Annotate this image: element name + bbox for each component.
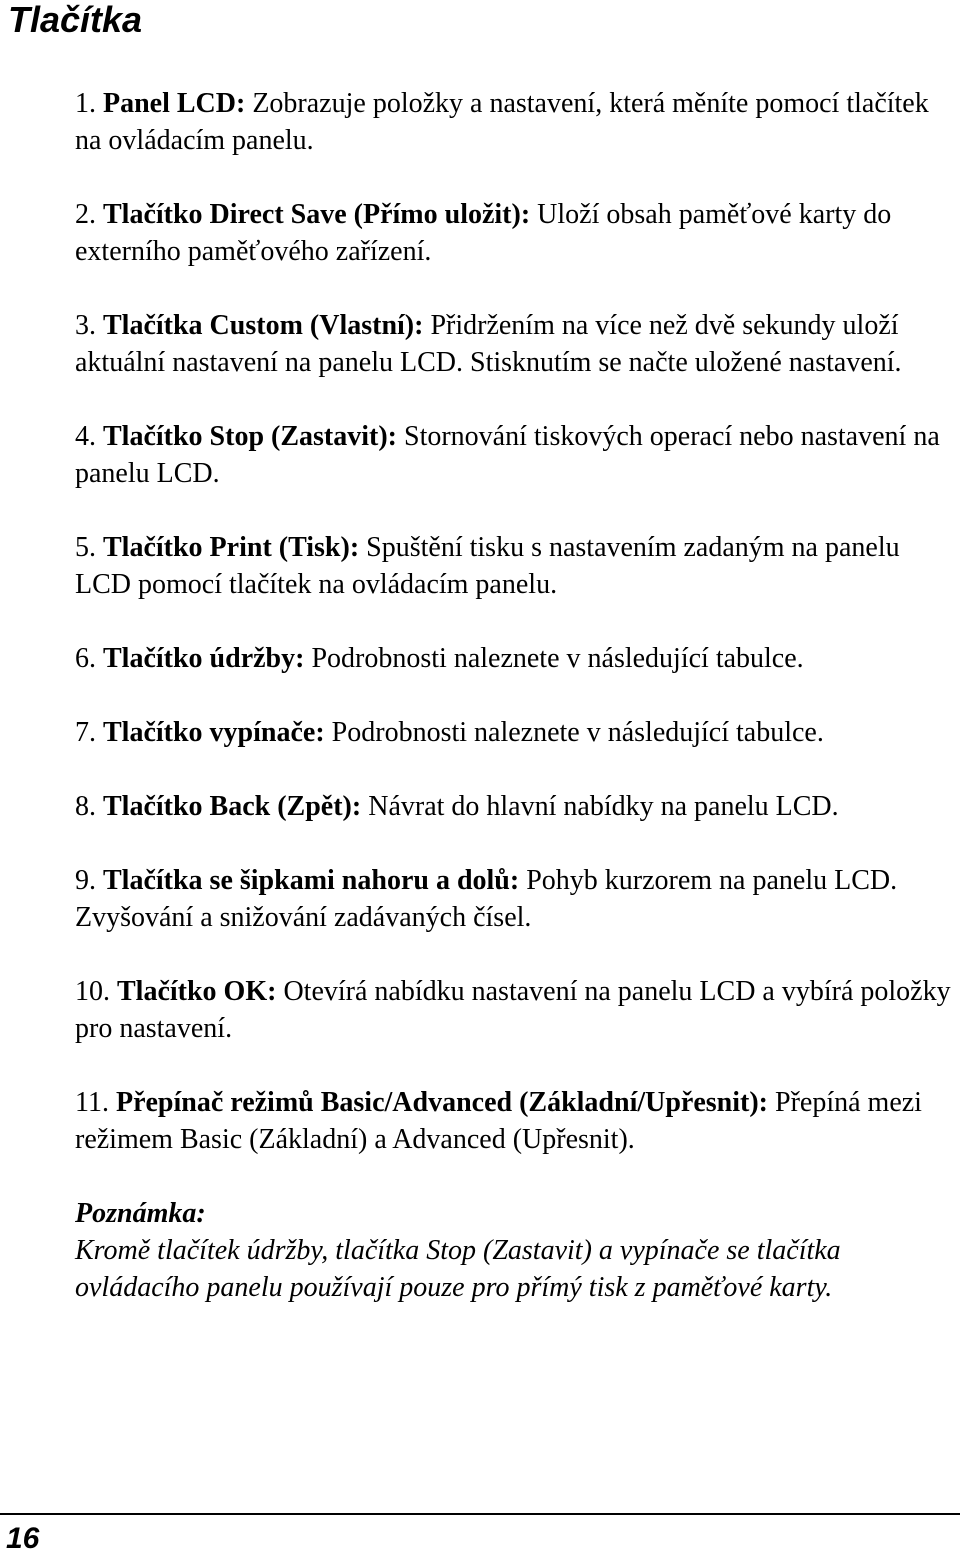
item-description: Přepíná mezi režimem Basic (Základní) a Advanced (Upřesnit). <box>75 1087 922 1155</box>
item-term: Tlačítko OK: <box>117 976 277 1007</box>
item-description: Přidržením na více než dvě sekundy uloží aktuální nastavení na panelu LCD. Stisknutím se načte uložené nastavení. <box>75 310 902 378</box>
item-term: Tlačítko vypínače: <box>103 717 325 748</box>
item-term: Přepínač režimů Basic/Advanced (Základní/Upřesnit): <box>115 1087 769 1118</box>
item-description: Spuštění tisku s nastavením zadaným na panelu LCD pomocí tlačítek na ovládacím panelu. <box>75 532 900 600</box>
list-item <box>75 973 955 1047</box>
list-item <box>75 788 955 825</box>
item-number: 1. <box>75 88 96 119</box>
item-number: 5. <box>75 532 96 563</box>
item-number: 2. <box>75 199 96 230</box>
item-number: 10. <box>75 976 110 1007</box>
item-term: Tlačítka Custom (Vlastní): <box>103 310 424 341</box>
item-description: Zobrazuje položky a nastavení, která měníte pomocí tlačítek na ovládacím panelu. <box>75 88 929 156</box>
item-description: Pohyb kurzorem na panelu LCD. Zvyšování a snižování zadávaných čísel. <box>75 865 898 933</box>
list-item <box>75 196 955 270</box>
item-description: Otevírá nabídku nastavení na panelu LCD a vybírá položky pro nastavení. <box>75 976 951 1044</box>
item-term: Tlačítko Direct Save (Přímo uložit): <box>103 199 531 230</box>
item-term: Tlačítka se šipkami nahoru a dolů: <box>103 865 520 896</box>
item-description: Podrobnosti naleznete v následující tabulce. <box>311 643 804 674</box>
list-item <box>75 307 955 381</box>
list-item <box>75 85 955 159</box>
note-block <box>75 1195 955 1306</box>
footer-divider <box>0 1513 960 1515</box>
list-item <box>75 640 955 677</box>
item-description: Stornování tiskových operací nebo nastavení na panelu LCD. <box>75 421 940 489</box>
item-number: 4. <box>75 421 96 452</box>
item-term: Panel LCD: <box>103 88 246 119</box>
document-body <box>75 85 955 1306</box>
item-description: Podrobnosti naleznete v následující tabulce. <box>331 717 824 748</box>
item-description: Návrat do hlavní nabídky na panelu LCD. <box>368 791 839 822</box>
item-description: Uloží obsah paměťové karty do externího paměťového zařízení. <box>75 199 892 267</box>
list-item <box>75 862 955 936</box>
item-term: Tlačítko Back (Zpět): <box>103 791 362 822</box>
item-term: Tlačítko údržby: <box>103 643 305 674</box>
item-term: Tlačítko Stop (Zastavit): <box>103 421 397 452</box>
note-title: Poznámka: <box>75 1198 206 1229</box>
page-number: 16 <box>6 1522 40 1555</box>
item-number: 8. <box>75 791 96 822</box>
item-term: Tlačítko Print (Tisk): <box>103 532 360 563</box>
list-item <box>75 1084 955 1158</box>
item-number: 11. <box>75 1087 109 1118</box>
list-item <box>75 418 955 492</box>
note-body: Kromě tlačítek údržby, tlačítka Stop (Zastavit) a vypínače se tlačítka ovládacího panelu používají pouze pro přímý tisk z paměťové karty. <box>75 1235 841 1303</box>
list-item <box>75 529 955 603</box>
item-number: 3. <box>75 310 96 341</box>
item-number: 7. <box>75 717 96 748</box>
list-item <box>75 714 955 751</box>
item-number: 9. <box>75 865 96 896</box>
item-number: 6. <box>75 643 96 674</box>
page-title: Tlačítka <box>8 0 143 40</box>
